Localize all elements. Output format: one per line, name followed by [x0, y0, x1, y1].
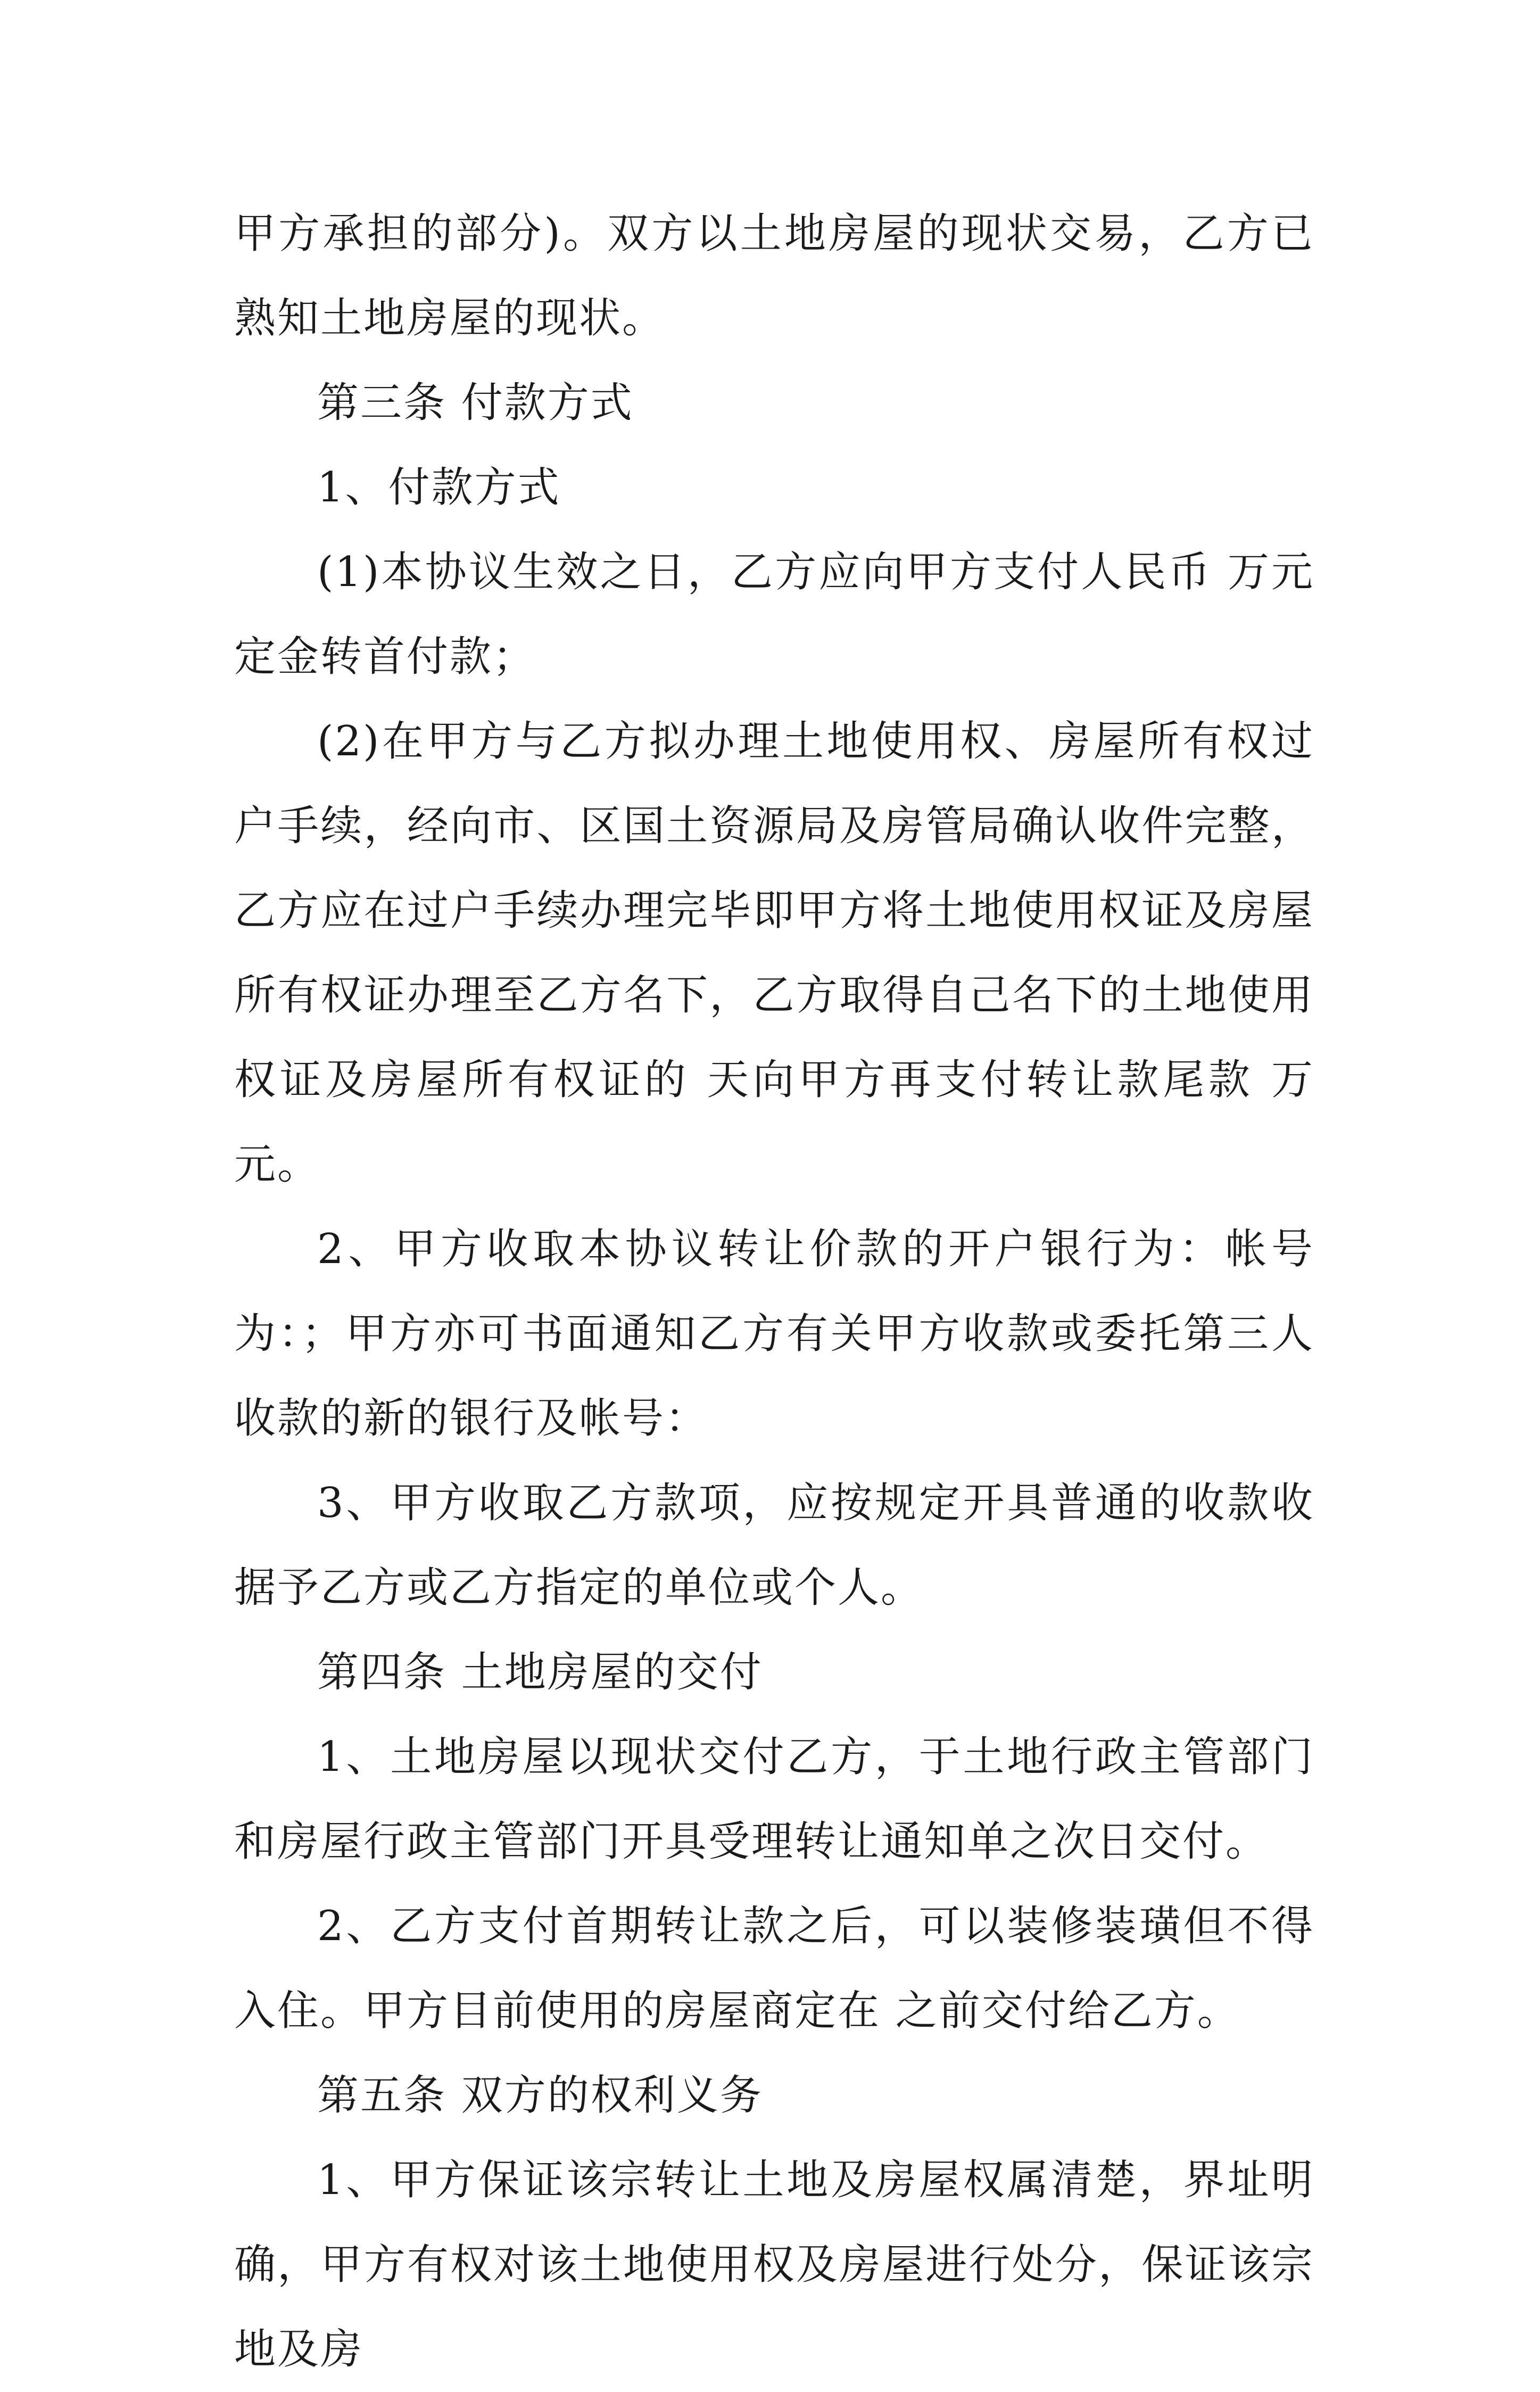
- paragraph: (1)本协议生效之日，乙方应向甲方支付人民币 万元定金转首付款；: [234, 548, 1314, 681]
- section-heading-article-4: 第四条 土地房屋的交付: [317, 1648, 763, 1696]
- paragraph: 2、乙方支付首期转让款之后，可以装修装璜但不得入住。甲方目前使用的房屋商定在 之前交付给乙方。: [234, 1902, 1314, 2035]
- clause-heading: 1、付款方式: [317, 464, 561, 512]
- paragraph: 2、甲方收取本协议转让价款的开户银行为：帐号为：；甲方亦可书面通知乙方有关甲方收款或委托第三人收款的新的银行及帐号：: [234, 1225, 1314, 1442]
- paragraph: 3、甲方收取乙方款项，应按规定开具普通的收款收据予乙方或乙方指定的单位或个人。: [234, 1479, 1314, 1612]
- paragraph: 1、甲方保证该宗转让土地及房屋权属清楚，界址明确，甲方有权对该土地使用权及房屋进行处分，保证该宗地及房: [234, 2156, 1314, 2373]
- paragraph: 甲方承担的部分)。双方以土地房屋的现状交易，乙方已熟知土地房屋的现状。: [234, 210, 1314, 342]
- paragraph: (2)在甲方与乙方拟办理土地使用权、房屋所有权过户手续，经向市、区国土资源局及房管局确认收件完整，乙方应在过户手续办理完毕即甲方将土地使用权证及房屋所有权证办理至乙方名下，乙方取得自己名下的土地使用权证及房屋所有权证的 天向甲方再支付转让款尾款 万元。: [234, 717, 1314, 1189]
- section-heading-article-5: 第五条 双方的权利义务: [317, 2072, 763, 2119]
- document-body: [234, 192, 1314, 2392]
- paragraph: 1、土地房屋以现状交付乙方，于土地行政主管部门和房屋行政主管部门开具受理转让通知单之次日交付。: [234, 1733, 1314, 1866]
- section-heading-article-3: 第三条 付款方式: [317, 379, 634, 427]
